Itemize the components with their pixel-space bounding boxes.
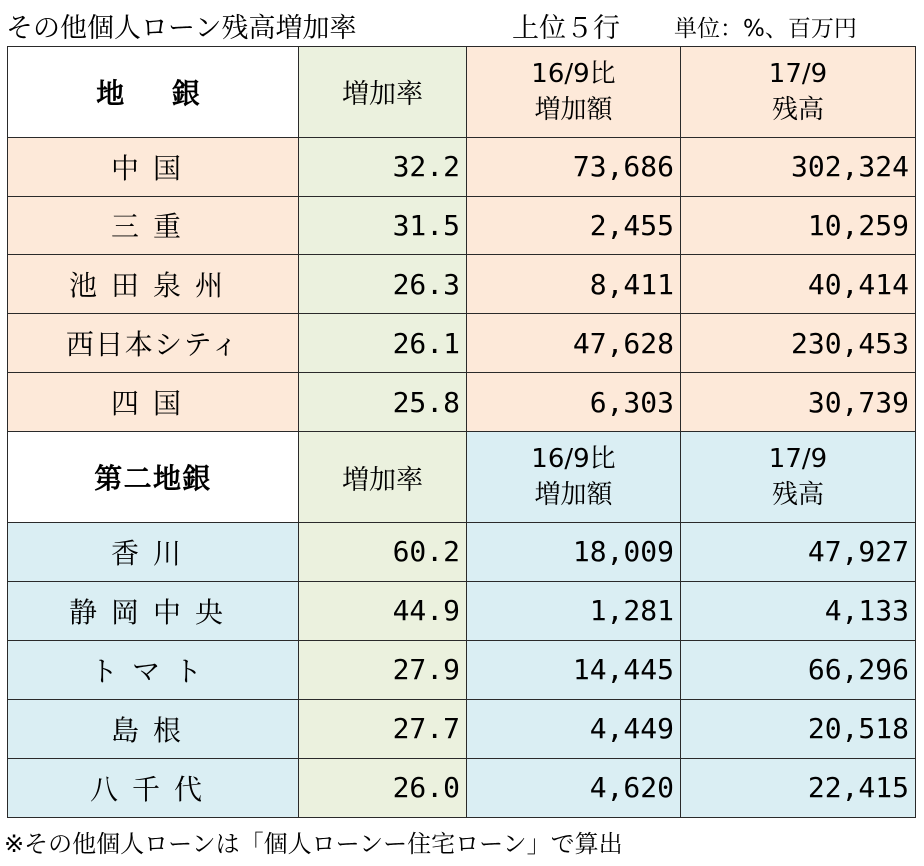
header-group-regional: 地 銀 — [8, 47, 299, 138]
increase-value: 6,303 — [467, 373, 681, 432]
table-row — [8, 699, 916, 758]
table-row — [8, 758, 916, 817]
rate-value: 25.8 — [299, 373, 467, 432]
header-increase-line1: 16/9比 — [531, 58, 616, 89]
header-increase-line1: 16/9比 — [531, 444, 616, 475]
rate-value: 60.2 — [299, 522, 467, 581]
bank-name: 香川 — [8, 522, 299, 581]
header-balance-line1: 17/9 — [768, 58, 828, 89]
table-row — [8, 137, 916, 196]
header-balance-line2: 残高 — [771, 94, 824, 125]
bank-name: 静岡中央 — [8, 581, 299, 640]
bank-name: 四国 — [8, 373, 299, 432]
header-increase-line2: 増加額 — [534, 94, 613, 125]
balance-value: 302,324 — [681, 137, 916, 196]
balance-value: 4,133 — [681, 581, 916, 640]
increase-value: 4,620 — [467, 758, 681, 817]
bank-name: 八千代 — [8, 758, 299, 817]
title-rank: 上位５行 — [512, 13, 620, 44]
table-row — [8, 314, 916, 373]
header-balance — [681, 47, 916, 138]
increase-value: 18,009 — [467, 522, 681, 581]
table-row — [8, 522, 916, 581]
increase-value: 47,628 — [467, 314, 681, 373]
bank-name: 中国 — [8, 137, 299, 196]
increase-value: 1,281 — [467, 581, 681, 640]
balance-value: 47,927 — [681, 522, 916, 581]
rate-value: 27.9 — [299, 640, 467, 699]
balance-value: 20,518 — [681, 699, 916, 758]
footnote: ※その他個人ローンは「個人ローンー住宅ローン」で算出 — [4, 830, 623, 858]
header-group-second-regional: 第二地銀 — [8, 432, 299, 523]
table-row — [8, 196, 916, 255]
balance-value: 10,259 — [681, 196, 916, 255]
rate-value: 26.3 — [299, 255, 467, 314]
increase-value: 73,686 — [467, 137, 681, 196]
table-title — [6, 4, 918, 44]
table-row — [8, 373, 916, 432]
header-balance — [681, 432, 916, 523]
table-row — [8, 581, 916, 640]
balance-value: 230,453 — [681, 314, 916, 373]
balance-value: 22,415 — [681, 758, 916, 817]
increase-value: 2,455 — [467, 196, 681, 255]
bank-name: 三重 — [8, 196, 299, 255]
bank-name: トマト — [8, 640, 299, 699]
increase-value: 14,445 — [467, 640, 681, 699]
bank-name: 池田泉州 — [8, 255, 299, 314]
title-unit: 単位：%、百万円 — [674, 16, 857, 42]
header-balance-line1: 17/9 — [768, 444, 828, 475]
title-main: その他個人ローン残高増加率 — [6, 13, 357, 44]
balance-value: 40,414 — [681, 255, 916, 314]
rate-value: 32.2 — [299, 137, 467, 196]
rate-value: 27.7 — [299, 699, 467, 758]
table-row — [8, 640, 916, 699]
balance-value: 30,739 — [681, 373, 916, 432]
ranking-table — [7, 46, 916, 818]
header-increase — [467, 432, 681, 523]
header-increase — [467, 47, 681, 138]
header-rate: 増加率 — [299, 432, 467, 523]
bank-name: 島根 — [8, 699, 299, 758]
rate-value: 26.0 — [299, 758, 467, 817]
table-row — [8, 255, 916, 314]
rate-value: 31.5 — [299, 196, 467, 255]
increase-value: 4,449 — [467, 699, 681, 758]
header-balance-line2: 残高 — [771, 480, 824, 511]
rate-value: 26.1 — [299, 314, 467, 373]
section-header-second-regional — [8, 432, 916, 523]
balance-value: 66,296 — [681, 640, 916, 699]
bank-name: 西日本シティ — [8, 314, 299, 373]
section-header-regional — [8, 47, 916, 138]
header-rate: 増加率 — [299, 47, 467, 138]
increase-value: 8,411 — [467, 255, 681, 314]
rate-value: 44.9 — [299, 581, 467, 640]
header-increase-line2: 増加額 — [534, 480, 613, 511]
